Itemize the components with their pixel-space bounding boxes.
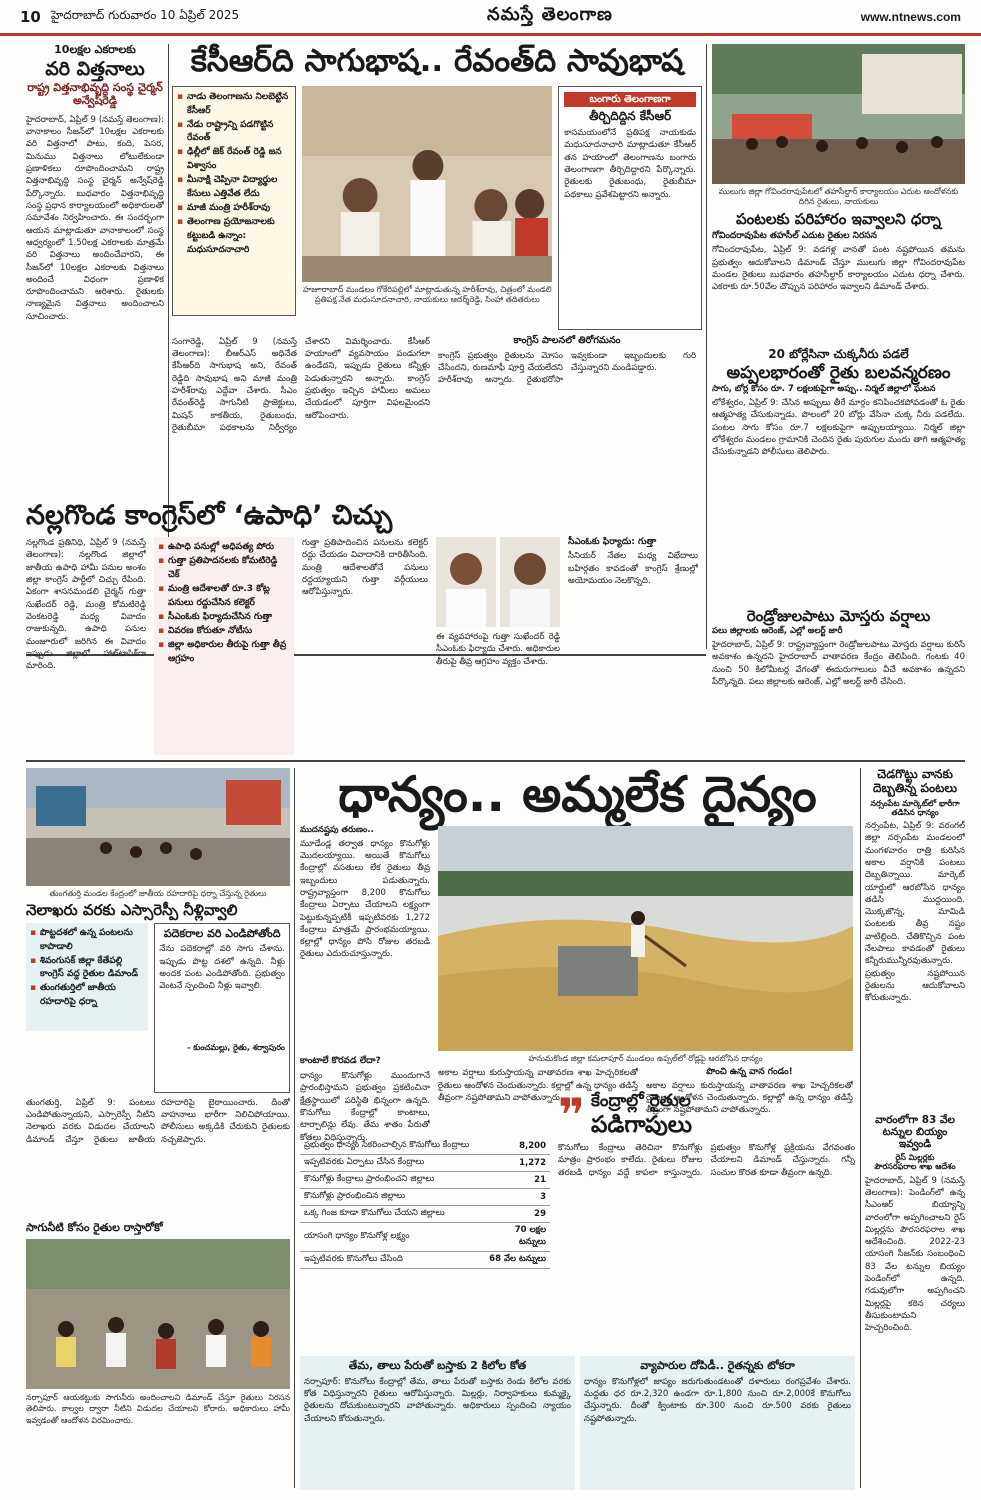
portrait-photo <box>500 537 560 627</box>
farmer-quote-box <box>154 923 290 1093</box>
article-highlights <box>154 537 294 755</box>
column-divider <box>706 44 707 649</box>
stats-label: ఇప్పటివరకు ఏర్పాటు చేసిన కేంద్రాలు <box>300 1155 482 1172</box>
article-subheading: కాంటాలే కొరవడ లేదా? <box>300 1055 381 1066</box>
photo-caption: నర్సాపూర్ ఆయకట్టుకు సాగునీరు అందించాలని డిమాండ్ చేస్తూ రైతులు నిరసన తెలిపారు. కాల్వల ద్వారా నీటిని విడుదల చేయాలని కోరారు. అధికారులు హామీ ఇవ్వడంతో ఆందోళన విరమించారు. <box>26 1392 290 1425</box>
article-body-continued: అకాల వర్షాలు కురుస్తాయన్న వాతావరణ శాఖ హెచ్చరికలతో రైతులు ఆందోళన చెందుతున్నారు. కల్లాల్లో ఉన్న ధాన్యం తడిస్తే తీవ్రంగా నష్టపోతామని వాపోతున్నారు. <box>646 1080 853 1116</box>
article-body: ధాన్యం కొనుగోళ్లలో జాప్యం జరుగుతుండటంతో దళారులు రంగప్రవేశం చేశారు. మద్దతు ధర రూ.2,320 ఉండగా రూ.1,800 నుంచి రూ.2,000కే కొనుగోలు చేస్తున్నారు. దీంతో క్వింటాకు రూ.300 నుంచి రూ.500 వరకు రైతులు నష్టపోతున్నారు. <box>584 1376 851 1424</box>
highlight-item: ▪ నాడు తెలంగాణను నిలబెట్టిన కేసీఆర్ <box>177 91 291 119</box>
article-compensation-dharna <box>712 44 965 344</box>
stats-row <box>300 1252 550 1269</box>
article-body: నర్సంపేట, ఏప్రిల్ 9: వరంగల్ జిల్లా నర్సంపేట మండలంలో మంగళవారం రాత్రి కురిసిన అకాల వర్షానికి పంటలు దెబ్బతిన్నాయి. మార్కెట్ యార్డులో ఆరబోసిన ధాన్యం తడిసి ముద్దయింది. మొక్కజొన్న, మామిడి పంటలకు తీవ్ర నష్టం వాటిల్లింది. చేతికొచ్చిన పంట నేలపాలు కావడంతో రైతులు కన్నీరుమున్నీరవుతున్నారు. ప్రభుత్వం నష్టపోయిన రైతులను ఆదుకోవాలని కోరుతున్నారు. <box>865 820 965 1004</box>
article-body-continued: గుత్తా ప్రతిపాదించిన పనులను కలెక్టర్ రద్దు చేయడం వివాదానికి దారితీసింది. మంత్రి ఆదేశాలతోనే పనులు రద్దయ్యాయని గుత్తా వర్గీయులు ఆరోపిస్తున్నారు. <box>302 538 428 598</box>
stats-row <box>300 1172 550 1189</box>
stats-label: ఒక్క గింజ కూడా కొనుగోలు చేయని జిల్లాలు <box>300 1206 482 1223</box>
article-kicker: 10లక్షల ఎకరాలకు <box>54 43 136 56</box>
article-body-continued: ధాన్యం కొనుగోళ్లు ముందుగానే ప్రారంభిస్తామని ప్రభుత్వం ప్రకటించినా క్షేత్రస్థాయిలో పరిస్థితి భిన్నంగా ఉన్నది. కొనుగోలు కేంద్రాల్లో కాంటాలు, టార్పాలిన్లు లేవు. తేమ శాతం పేరుతో కోతలు విధిస్తున్నారు. <box>300 1071 430 1143</box>
portrait-pair <box>436 537 560 627</box>
highlight-item: ▪ తుంగతుర్తిలో జాతీయ రహదారిపై ధర్నా <box>30 982 144 1010</box>
article-moisture-cut <box>300 1356 575 1490</box>
article-rasta-roko <box>26 1222 290 1490</box>
article-headline: వ్యాపారుల దోపిడీ.. రైతన్నకు టోకరా <box>640 1359 795 1372</box>
paddy-drying-photo <box>438 826 853 1051</box>
column-divider <box>860 768 861 1488</box>
article-headline: వరి విత్తనాలు <box>45 57 145 80</box>
procurement-stats-table <box>300 1138 550 1264</box>
issue-date: హైదరాబాద్ గురువారం 10 ఏప్రిల్ 2025 <box>50 8 240 22</box>
quote-headline: పదెకరాల వరి ఎండిపోతోంది <box>163 926 281 940</box>
article-body: హైదరాబాద్, ఏప్రిల్ 9 (నమస్తే తెలంగాణ): వానాకాలం సీజన్‌లో 10లక్షల ఎకరాలకు వరి విత్తనాలో పాటు, కంది, పెసర, మినుము విత్తనాలు లోటులేకుండా ప్రణాళికలు రూపొందించామని రాష్ట్ర విత్తనాభివృద్ధి సంస్థ చైర్మన్ అన్వేష్‌రెడ్డి పేర్కొన్నారు. బుధవారం విత్తనాభివృద్ధి సంస్థ ప్రధాన కార్యాలయంలో అధికారులతో సమావేశం నిర్వహించారు. ఈ సందర్భంగా ఆయన మాట్లాడుతూ వానాకాలంలో సంస్థ ఆధ్వర్యంలో 1.50లక్ష ఎకరాలకు మాత్రమే వరి విత్తనాలు అందించేవారని, ఈ సీజన్‌లో 10లక్షల ఎకరాలకు విత్తనాలు అందించే విధంగా ప్రణాళిక రూపొందించామని ఆరిశారు. రైతులకు నాణ్యమైన విత్తనాలు అందించాలని సూచించారు. <box>26 114 164 322</box>
article-subheading: గోవిందరావుపేట తహసీల్ ఎదుట రైతుల నిరసన <box>712 231 877 242</box>
article-headline: కేసీఆర్‌ది సాగుభాష.. రేవంత్‌ది సావుభాష <box>190 43 684 79</box>
article-kicker: ముదనష్టపు తరుణం.. <box>300 824 374 835</box>
article-headline-line2: దెబ్బతిన్న పంటలు <box>872 780 957 795</box>
article-headline: వారంలోగా 83 వేల <box>875 1114 955 1126</box>
stats-label: యాసంగి ధాన్యం కొనుగోళ్ల లక్ష్యం <box>300 1223 482 1252</box>
page-number: 10 <box>20 7 41 26</box>
article-centre-waiting <box>558 1088 855 1342</box>
article-headline: అప్పలభారంతో రైతు బలవన్మరణం <box>726 362 951 383</box>
photo-caption: హనుమకొండ జిల్లా కమలాపూర్ మండలం ఉప్పల్‌లో రోడ్లపై ఆరబోసిన ధాన్యం <box>528 1053 763 1063</box>
highlight-item: ▪ శివంగుసక్ జిల్లా కేతేపల్లి కాంగ్రెస్ వద్ద రైతుల డిమాండ్ <box>30 955 144 983</box>
article-subheading: పొంచి ఉన్న వాన గండం! <box>706 1067 793 1078</box>
article-headline: నల్లగొండ కాంగ్రెస్‌లో ‘ఉపాధి’ చిచ్చు <box>26 500 393 531</box>
article-headline-line2: పడిగాపులు <box>591 1111 693 1138</box>
article-subheading: సాగు, బోర్ల కోసం రూ. 7 లక్షలకుపైగా అప్పు.. నిర్మల్ జిల్లాలో ఘటన <box>712 384 936 395</box>
quote-body: నేను పదెకరాల్లో వరి సాగు చేశాను. ఇప్పుడు పొట్ట దశలో ఉన్నది. నీళ్లు అందక పంట ఎండిపోతోంది. ప్రభుత్వం వెంటనే స్పందించి నీళ్లు ఇవ్వాలి. <box>159 944 285 992</box>
highlight-item: ▪ సీఎంఓకు ఫిర్యాదుచేసిన గుత్తా <box>158 611 290 625</box>
article-srsp-water <box>26 768 290 1218</box>
article-trader-exploitation <box>580 1356 855 1490</box>
article-headline: కేంద్రాల్లో రైతుల <box>591 1091 691 1111</box>
stats-value: 29 <box>482 1206 550 1223</box>
rasta-roko-photo <box>26 1239 290 1389</box>
article-body: తుంగతుర్తి, ఏప్రిల్ 9: పంటలు ఎండిపోతున్నాయని, ఎస్సారెస్పీ నీటిని నెలాఖరు వరకు విడుదల చేయాలని డిమాండ్ చేస్తూ రైతులు జాతీయ రహదారిపై బైఠాయించారు. దీంతో వాహనాలు భారీగా నిలిచిపోయాయి. పోలీసులు అక్కడికి చేరుకుని రైతులకు నచ్చజెప్పారు. <box>26 1097 290 1145</box>
highlight-item: ▪ పొట్టదశలో ఉన్న పంటలను కాపాడాలి <box>30 927 144 955</box>
quote-mark-icon: ❞ <box>558 1088 585 1142</box>
article-headline: ధాన్యం.. అమ్మలేక దైన్యం <box>338 766 817 823</box>
article-kicker: 20 బోర్లేసినా చుక్కనీరు పడలే <box>768 347 909 361</box>
photo-caption: ములుగు జిల్లా గోవిందరావుపేటలో తహసీల్దార్ కార్యాలయం ఎదుట ఆందోళనకు దిగిన రైతులు, నాయకులు <box>718 187 959 207</box>
article-body-continued: కాంగ్రెస్ ప్రభుత్వం రైతులను మోసం చేసిందని, రుణమాఫీ పూర్తి చేయలేదని హరీశ్‌రావు అన్నారు. రైతుభరోసా ఇవ్వకుండా ఇబ్బందులకు గురి చేస్తున్నారని మండిపడ్డారు. <box>438 350 696 386</box>
article-subheading: రైస్ మిల్లర్లకు <box>895 1153 935 1163</box>
article-headline: నెలాఖరు వరకు ఎస్సారెస్పీ నీళ్లివ్వాలి <box>26 901 238 920</box>
article-subheading: పలు జిల్లాలకు ఆరెంజ్, ఎల్లో అలర్ట్ జారీ <box>712 626 843 637</box>
article-headline: రెండ్రోజులపాటు మోస్తరు వర్షాలు <box>746 607 931 625</box>
article-rain-forecast <box>712 608 965 738</box>
stats-label: ఇప్పటివరకు కొనుగోలు చేసింది <box>300 1252 482 1269</box>
stats-label: కొనుగోళ్లు కేంద్రాలు ప్రారంభించని జిల్లాలు <box>300 1172 482 1189</box>
article-body: హైదరాబాద్, ఏప్రిల్ 9 (నమస్తే తెలంగాణ): పెండింగ్‌లో ఉన్న సీఎంఆర్ బియ్యాన్ని వారంలోగా అప్పగించాలని రైస్ మిల్లర్లను పౌరసరఫరాల శాఖ ఆదేశించింది. 2022-23 యాసంగి సీజన్‌కు సంబంధించి 83 వేల టన్నుల బియ్యం పెండింగ్‌లో ఉన్నది. గడువులోగా అప్పగించని మిల్లర్లపై కఠిన చర్యలు తీసుకుంటామని హెచ్చరించింది. <box>865 1175 965 1334</box>
article-headline-line2: టన్నుల బియ్యం ఇవ్వండి <box>882 1126 948 1151</box>
article-seed-supply <box>26 44 164 404</box>
article-highlights <box>172 86 296 316</box>
article-farmer-suicide <box>712 348 965 598</box>
photo-caption: హజూరాబాద్ మండలం గోకేరిపల్లిలో మాట్లాడుతున్న హరీశ్‌రావు, చిత్రంలో మండలి ప్రతిపక్ష నేత మధుసూదనాచారి, నాయకులు ఆదర్శ్‌రెడ్డి, సింహా తదితరులు <box>302 284 552 305</box>
stats-value: 1,272 <box>482 1155 550 1172</box>
highlight-item: ▪ తెలంగాణ ప్రయోజనాలకు కట్టుబడి ఉన్నాం: మధుసూదనాచారి <box>177 216 291 258</box>
section-divider <box>26 760 965 762</box>
quote-attribution: - కుంచమల్లు, రైతు, శర్వాపురం <box>187 1043 285 1053</box>
highlight-item: ▪ ఢిల్లీలో జెక్ రేవంత్ రెడ్డి జన విశ్వాసం <box>177 146 291 174</box>
article-body: మూడేండ్ల తర్వాత ధాన్యం కొనుగోళ్లు మొదలయ్యాయి. అయితే కొనుగోలు కేంద్రాల్లో వసతులు లేక రైతులు తీవ్ర ఇబ్బందులు పడుతున్నారు. రాష్ట్రవ్యాప్తంగా 8,200 కొనుగోలు కేంద్రాలు ఏర్పాటు చేయాలని లక్ష్యంగా పెట్టుకున్నప్పటికీ ఇప్పటివరకు 1,272 కేంద్రాలు మాత్రమే ప్రారంభమయ్యాయి. కల్లాల్లో ధాన్యం పోసి రోజుల తరబడి రైతులు ఎదురుచూస్తున్నారు. <box>300 838 430 960</box>
article-subheading: కాంగ్రెస్ పాలనలో తిరోగమనం <box>513 334 621 346</box>
article-rain-damage <box>865 768 965 1108</box>
article-body-continued: సీనియర్ నేతల మధ్య విభేదాలు బహిర్గతం కావడంతో కాంగ్రెస్ శ్రేణుల్లో అయోమయం నెలకొన్నది. <box>568 551 698 587</box>
stats-label: కొనుగోళ్లు ప్రారంభించిన జిల్లాలు <box>300 1189 482 1206</box>
article-headline: తేమ, తాలు పేరుతో బస్తాకు 2 కిలోల కోత <box>348 1359 527 1372</box>
article-body: సంగారెడ్డి, ఏప్రిల్ 9 (నమస్తే తెలంగాణ): బీఆర్‌ఎస్ అధినేత కేసీఆర్‌ది సాగుభాష అని, రేవంత్ రెడ్డిది సావుభాష అని మాజీ మంత్రి హరీశ్‌రావు ఎద్దేవా చేశారు. సీఎం రేవంత్‌రెడ్డి సాగునీటి ప్రాజెక్టులు, మిషన్ కాకతీయ, రైతుబంధు, రైతుబీమా పథకాలను నిర్వీర్యం చేశారని విమర్శించారు. కేసీఆర్ హయాంలో వ్యవసాయం పండుగలా ఉండేదని, ఇప్పుడు రైతులు కన్నీళ్లు పెడుతున్నారని అన్నారు. కాంగ్రెస్ ప్రభుత్వం ఇచ్చిన హామీలు అమలు చేయడంలో పూర్తిగా విఫలమైందని ఆరోపించారు. <box>172 336 430 433</box>
article-subheading: నర్సంపేట మార్కెట్‌లో భారీగా తడిసిన ధాన్యం <box>870 798 960 817</box>
article-body: నల్లగొండ ప్రతినిధి, ఏప్రిల్ 9 (నమస్తే తెలంగాణ): నల్లగొండ జిల్లాలో జాతీయ ఉపాధి హామీ పనుల అంశం జిల్లా కాంగ్రెస్ పార్టీలో చిచ్చు రేపింది. ఏకంగా శాసనమండలి చైర్మన్ గుత్తా సుఖేందర్ రెడ్డి, మంత్రి కోమటిరెడ్డి వెంకటరెడ్డి మధ్య వివాదం రాజుకున్నది. ఉపాధి పనుల మంజూరులో జరిగిన ఈ వివాదం ఇప్పుడు జిల్లాలో హాట్‌టాపిక్‌గా మారింది. <box>26 538 146 672</box>
stats-value: 8,200 <box>482 1138 550 1155</box>
article-highlights <box>26 923 148 1031</box>
article-body-continued: అకాల వర్షాలు కురుస్తాయన్న వాతావరణ శాఖ హెచ్చరికలతో రైతులు ఆందోళన చెందుతున్నారు. కల్లాల్లో ఉన్న ధాన్యం తడిస్తే తీవ్రంగా నష్టపోతామని వాపోతున్నారు. <box>438 1068 638 1103</box>
article-headline: పంటలకు పరిహారం ఇవ్వాలని ధర్నా <box>736 209 941 228</box>
article-headline: సాగునీటి కోసం రైతుల రాస్తారోకో <box>26 1221 163 1234</box>
article-body: లోకేశ్వరం, ఏప్రిల్ 9: చేసిన అప్పులు తీరే మార్గం కనిపించకపోవడంతో ఓ రైతు ఆత్మహత్య చేసుకున్నాడు. పొలంలో 20 బోర్లు వేసినా చుక్క నీరు పడలేదు. పంటల సాగు కోసం రూ.7 లక్షలకుపైగా అప్పులయ్యాయి. నిర్మల్ జిల్లా లోకేశ్వరం మండలం గ్రామానికి చెందిన రైతు పురుగుల మందు తాగి ఆత్మహత్య చేసుకున్నాడని పోలీసులు తెలిపారు. <box>712 398 965 458</box>
protest-photo <box>712 44 965 184</box>
article-rice-millers <box>865 1114 965 1490</box>
article-subheading: సీఎంఓకు ఫిర్యాదు: గుత్తా <box>568 537 657 548</box>
highlight-item: ▪ జిల్లా అధికారుల తీరుపై గుత్తా తీవ్ర ఆగ్రహం <box>158 639 290 667</box>
stats-value: 68 వేల టన్నులు <box>482 1252 550 1269</box>
sidebar-headline: తీర్చిదిద్దిన కేసీఆర్ <box>589 109 672 124</box>
article-body: కొనుగోలు కేంద్రాలు తెరిచినా కొనుగోళ్లు మాత్రం ప్రారంభం కాలేదు. రైతులు రోజుల తరబడి ధాన్యం వద్దే కాపలా కాస్తున్నారు. ప్రభుత్వం కొనుగోళ్ల ప్రక్రియను వేగవంతం చేయాలని డిమాండ్ చేస్తున్నారు. గన్నీ సంచుల కొరత కూడా తీవ్రంగా ఉన్నది. <box>558 1143 855 1178</box>
highway-protest-photo <box>26 768 290 886</box>
stats-value: 3 <box>482 1189 550 1206</box>
article-subheading: పౌరసరఫరాల శాఖ ఆదేశం <box>874 1162 956 1172</box>
masthead <box>0 0 981 36</box>
stats-label: ప్రభుత్వం ధాన్యం సేకరించాల్సిన కొనుగోలు కేంద్రాలు <box>300 1138 482 1155</box>
stats-row <box>300 1223 550 1252</box>
column-divider <box>294 768 295 1488</box>
newspaper-name: నమస్తే తెలంగాణ <box>486 4 613 25</box>
stats-row <box>300 1206 550 1223</box>
stats-value: 21 <box>482 1172 550 1189</box>
stats-row <box>300 1138 550 1155</box>
highlight-item: ▪ మాజీ మంత్రి హరీశ్‌రావు <box>177 202 291 216</box>
article-body-continued: ఈ వ్యవహారంపై గుత్తా సుఖేందర్ రెడ్డి సీఎంఓకు ఫిర్యాదు చేశారు. అధికారుల తీరుపై తీవ్ర ఆగ్రహం వ్యక్తం చేశారు. <box>436 632 560 667</box>
portrait-photo <box>436 537 496 627</box>
rally-photo <box>302 86 552 282</box>
website-link[interactable]: www.ntnews.com <box>860 9 961 24</box>
highlight-item: ▪ ఉపాధి పనుల్లో అధిపత్య పోరు <box>158 541 290 555</box>
highlight-item: ▪ మంత్రి ఆదేశాలతో రూ.3 కోట్ల పనులు రద్దుచేసిన కలెక్టర్ <box>158 583 290 611</box>
article-subheading: రాష్ట్ర విత్తనాభివృద్ధి సంస్థ చైర్మన్ అన్వేష్‌రెడ్డి <box>27 81 163 108</box>
article-body: నర్సాపూర్: కొనుగోలు కేంద్రాల్లో తేమ, తాలు పేరుతో బస్తాకు రెండు కిలోల వరకు కోత విధిస్తున్నారని రైతులు ఆరోపిస్తున్నారు. మిల్లర్లు, నిర్వాహకులు కుమ్మక్కై రైతులను దోచుకుంటున్నారని వాపోతున్నారు. అధికారులు స్పందించి న్యాయం చేయాలని కోరుతున్నారు. <box>304 1376 571 1424</box>
sidebar-body: కాసమయంలోనే ప్రతిపక్ష నాయకుడు మధుసూదనాచారి మాట్లాడుతూ కేసీఆర్ తన హయాంలో తెలంగాణను బంగారు తెలంగాణగా తీర్చిదిద్దారని పేర్కొన్నారు. రైతులకు రైతుబంధు, రైతుబీమా పథకాలు ప్రవేశపెట్టారని అన్నారు. <box>564 127 696 200</box>
highlight-item: ▪ మీనాక్షి చెప్పినా విద్యార్థుల కేసులు ఎత్తివేత లేదు <box>177 174 291 202</box>
highlight-item: ▪ వివరణ కోరుతూ నోటీసు <box>158 625 290 639</box>
article-body: హైదరాబాద్, ఏప్రిల్ 9: రాష్ట్రవ్యాప్తంగా రెండ్రోజులపాటు మోస్తరు వర్షాలు కురిసే అవకాశం ఉన్నదని హైదరాబాద్ వాతావరణ కేంద్రం తెలిపింది. గంటకు 40 నుంచి 50 కిలోమీటర్ల వేగంతో ఈదురుగాలులు వీచే అవకాశం ఉన్నదని పేర్కొన్నది. పలు జిల్లాలకు ఆరెంజ్, ఎల్లో అలర్ట్ జారీ చేసింది. <box>712 640 965 687</box>
article-headline: చెడగొట్టు వానకు <box>877 767 953 781</box>
sidebar-box <box>558 86 702 330</box>
sidebar-kicker: బంగారు తెలంగాణగా <box>564 92 696 108</box>
highlight-item: ▪ నేడు రాష్ట్రాన్ని పడగొట్టిన రేవంత్ <box>177 119 291 147</box>
highlight-item: ▪ గుత్తా ప్రతిపాదనలకు కోమటిరెడ్డి చెక్ <box>158 555 290 583</box>
stats-row <box>300 1155 550 1172</box>
stats-value: 70 లక్షల టన్నులు <box>482 1223 550 1252</box>
article-body: గోవిందరావుపేట, ఏప్రిల్ 9: వడగళ్ల వానతో పంట నష్టపోయిన తమను ప్రభుత్వం ఆదుకోవాలని డిమాండ్ చేస్తూ ములుగు జిల్లా గోవిందరావుపేట మండల రైతులు బుధవారం తహసీల్దార్ కార్యాలయం ఎదుట ధర్నా చేశారు. ఎకరాకు రూ.50వేల చొప్పున పరిహారం ఇవ్వాలని డిమాండ్ చేశారు. <box>712 245 965 293</box>
article-nalgonda-congress <box>26 500 706 756</box>
photo-caption: తుంగతుర్తి మండల కేంద్రంలో జాతీయ రహదారిపై ధర్నా చేస్తున్న రైతులు <box>49 889 267 898</box>
stats-row <box>300 1189 550 1206</box>
